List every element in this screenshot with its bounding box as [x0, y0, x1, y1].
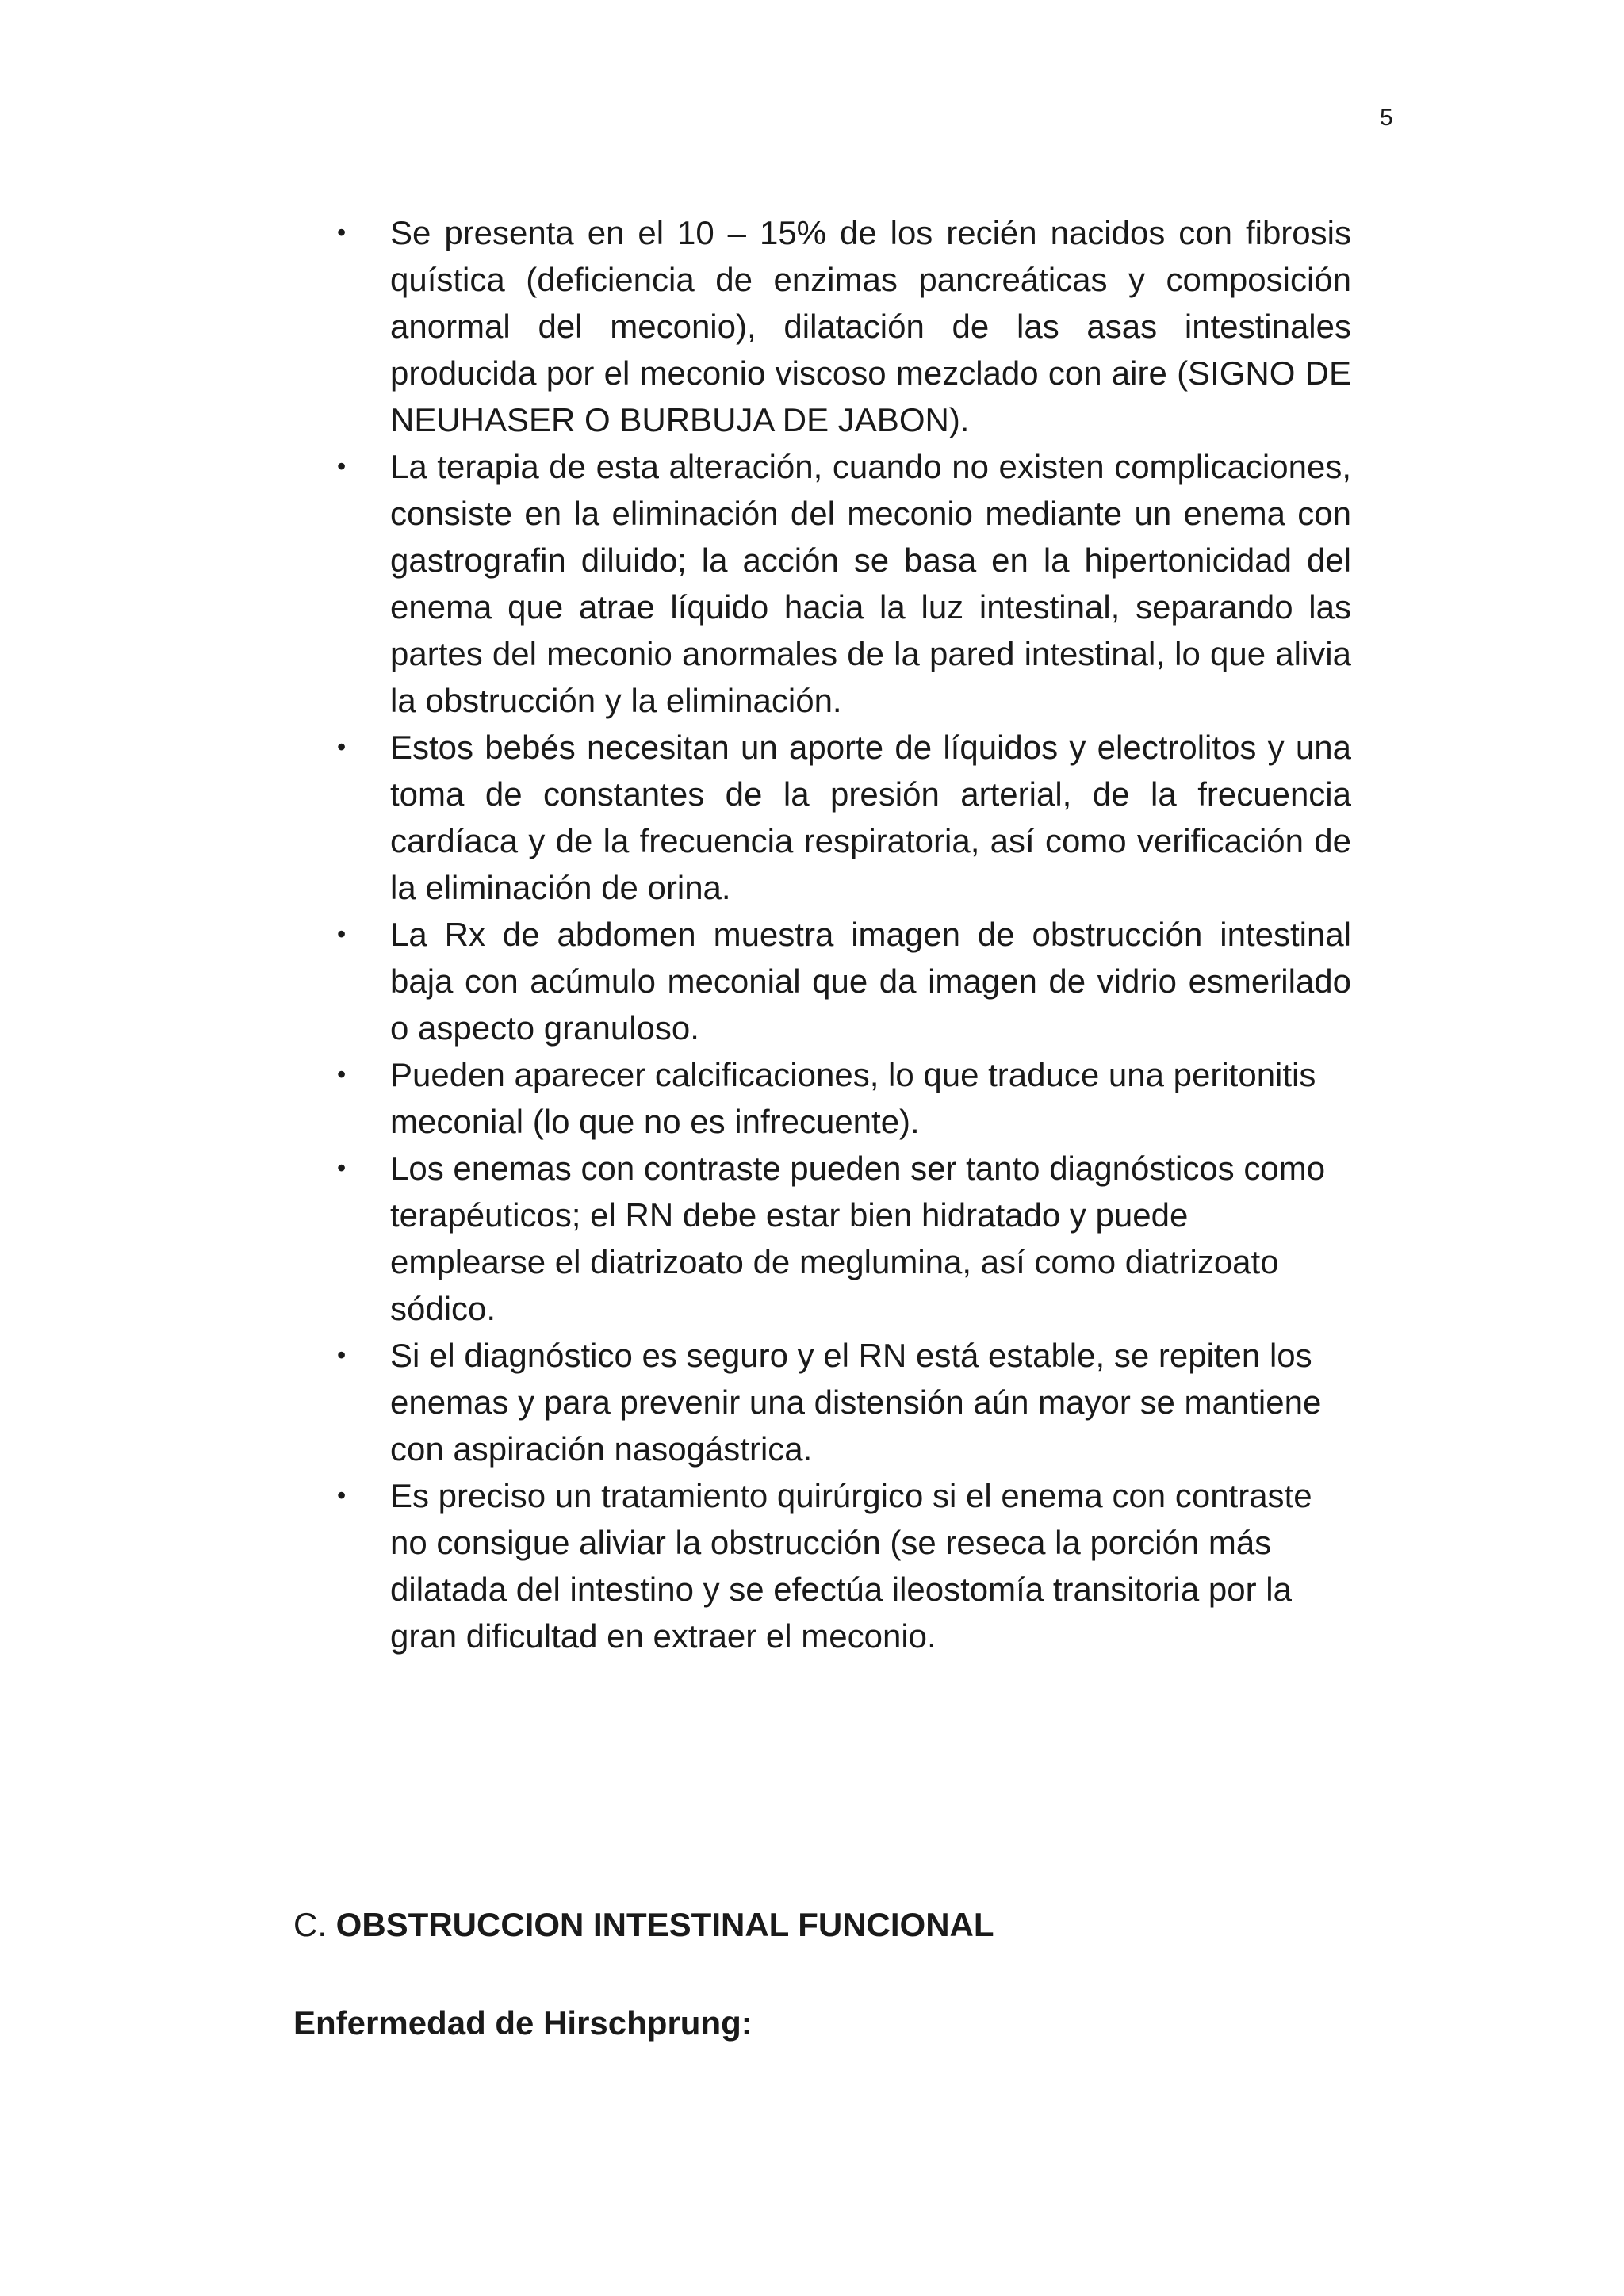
bullet-text: La terapia de esta alteración, cuando no existen complicaciones, consiste en la eliminación del meconio mediante un enema con gastrografin diluido; la acción se basa en la hipertonicidad del enema que atrae líquido hacia la luz intestinal, separando las partes del meconio anormales de la pared intestinal, lo que alivia la obstrucción y la eliminación. [390, 448, 1351, 719]
bullet-icon: • [337, 218, 347, 247]
bullet-icon: • [337, 1060, 347, 1089]
bullet-item [337, 911, 1351, 1051]
bullet-item [337, 1472, 1351, 1659]
page-number: 5 [1380, 105, 1393, 131]
bullet-item [337, 443, 1351, 724]
bullet-icon: • [337, 920, 347, 948]
section-prefix: C. [293, 1906, 327, 1943]
bullet-item [337, 1332, 1351, 1472]
bullet-text: Si el diagnóstico es seguro y el RN está estable, se repiten los enemas y para prevenir una distensión aún mayor se mantiene con aspiración nasogástrica. [390, 1337, 1322, 1468]
bullet-icon: • [337, 452, 347, 480]
bullet-text: Se presenta en el 10 – 15% de los recién nacidos con fibrosis quística (deficiencia de enzimas pancreáticas y composición anormal del meconio), dilatación de las asas intestinales producida por el meconio viscoso mezclado con aire (SIGNO DE NEUHASER O BURBUJA DE JABON). [390, 214, 1351, 438]
bullet-text: Los enemas con contraste pueden ser tanto diagnósticos como terapéuticos; el RN debe estar bien hidratado y puede emplearse el diatrizoato de meglumina, así como diatrizoato sódico. [390, 1150, 1326, 1327]
bullet-text: La Rx de abdomen muestra imagen de obstrucción intestinal baja con acúmulo meconial que da imagen de vidrio esmerilado o aspecto granuloso. [390, 916, 1351, 1047]
bullet-item [337, 1051, 1351, 1145]
subsection-heading: Enfermedad de Hirschprung: [293, 2004, 753, 2042]
bullet-icon: • [337, 1341, 347, 1369]
bullet-item [337, 724, 1351, 911]
bullet-item [337, 1145, 1351, 1332]
bullet-icon: • [337, 1154, 347, 1182]
section-heading [293, 1901, 994, 1948]
bullet-text: Es preciso un tratamiento quirúrgico si el enema con contraste no consigue aliviar la obstrucción (se reseca la porción más dilatada del intestino y se efectúa ileostomía transitoria por la gran dificultad en extraer el meconio. [390, 1477, 1312, 1655]
bullet-text: Estos bebés necesitan un aporte de líquidos y electrolitos y una toma de constantes de la presión arterial, de la frecuencia cardíaca y de la frecuencia respiratoria, así como verificación de la eliminación de orina. [390, 729, 1351, 906]
bullet-list [337, 209, 1351, 1659]
section-title: OBSTRUCCION INTESTINAL FUNCIONAL [335, 1906, 994, 1943]
bullet-text: Pueden aparecer calcificaciones, lo que traduce una peritonitis meconial (lo que no es infrecuente). [390, 1056, 1316, 1140]
bullet-icon: • [337, 733, 347, 761]
bullet-icon: • [337, 1481, 347, 1510]
bullet-item [337, 209, 1351, 443]
